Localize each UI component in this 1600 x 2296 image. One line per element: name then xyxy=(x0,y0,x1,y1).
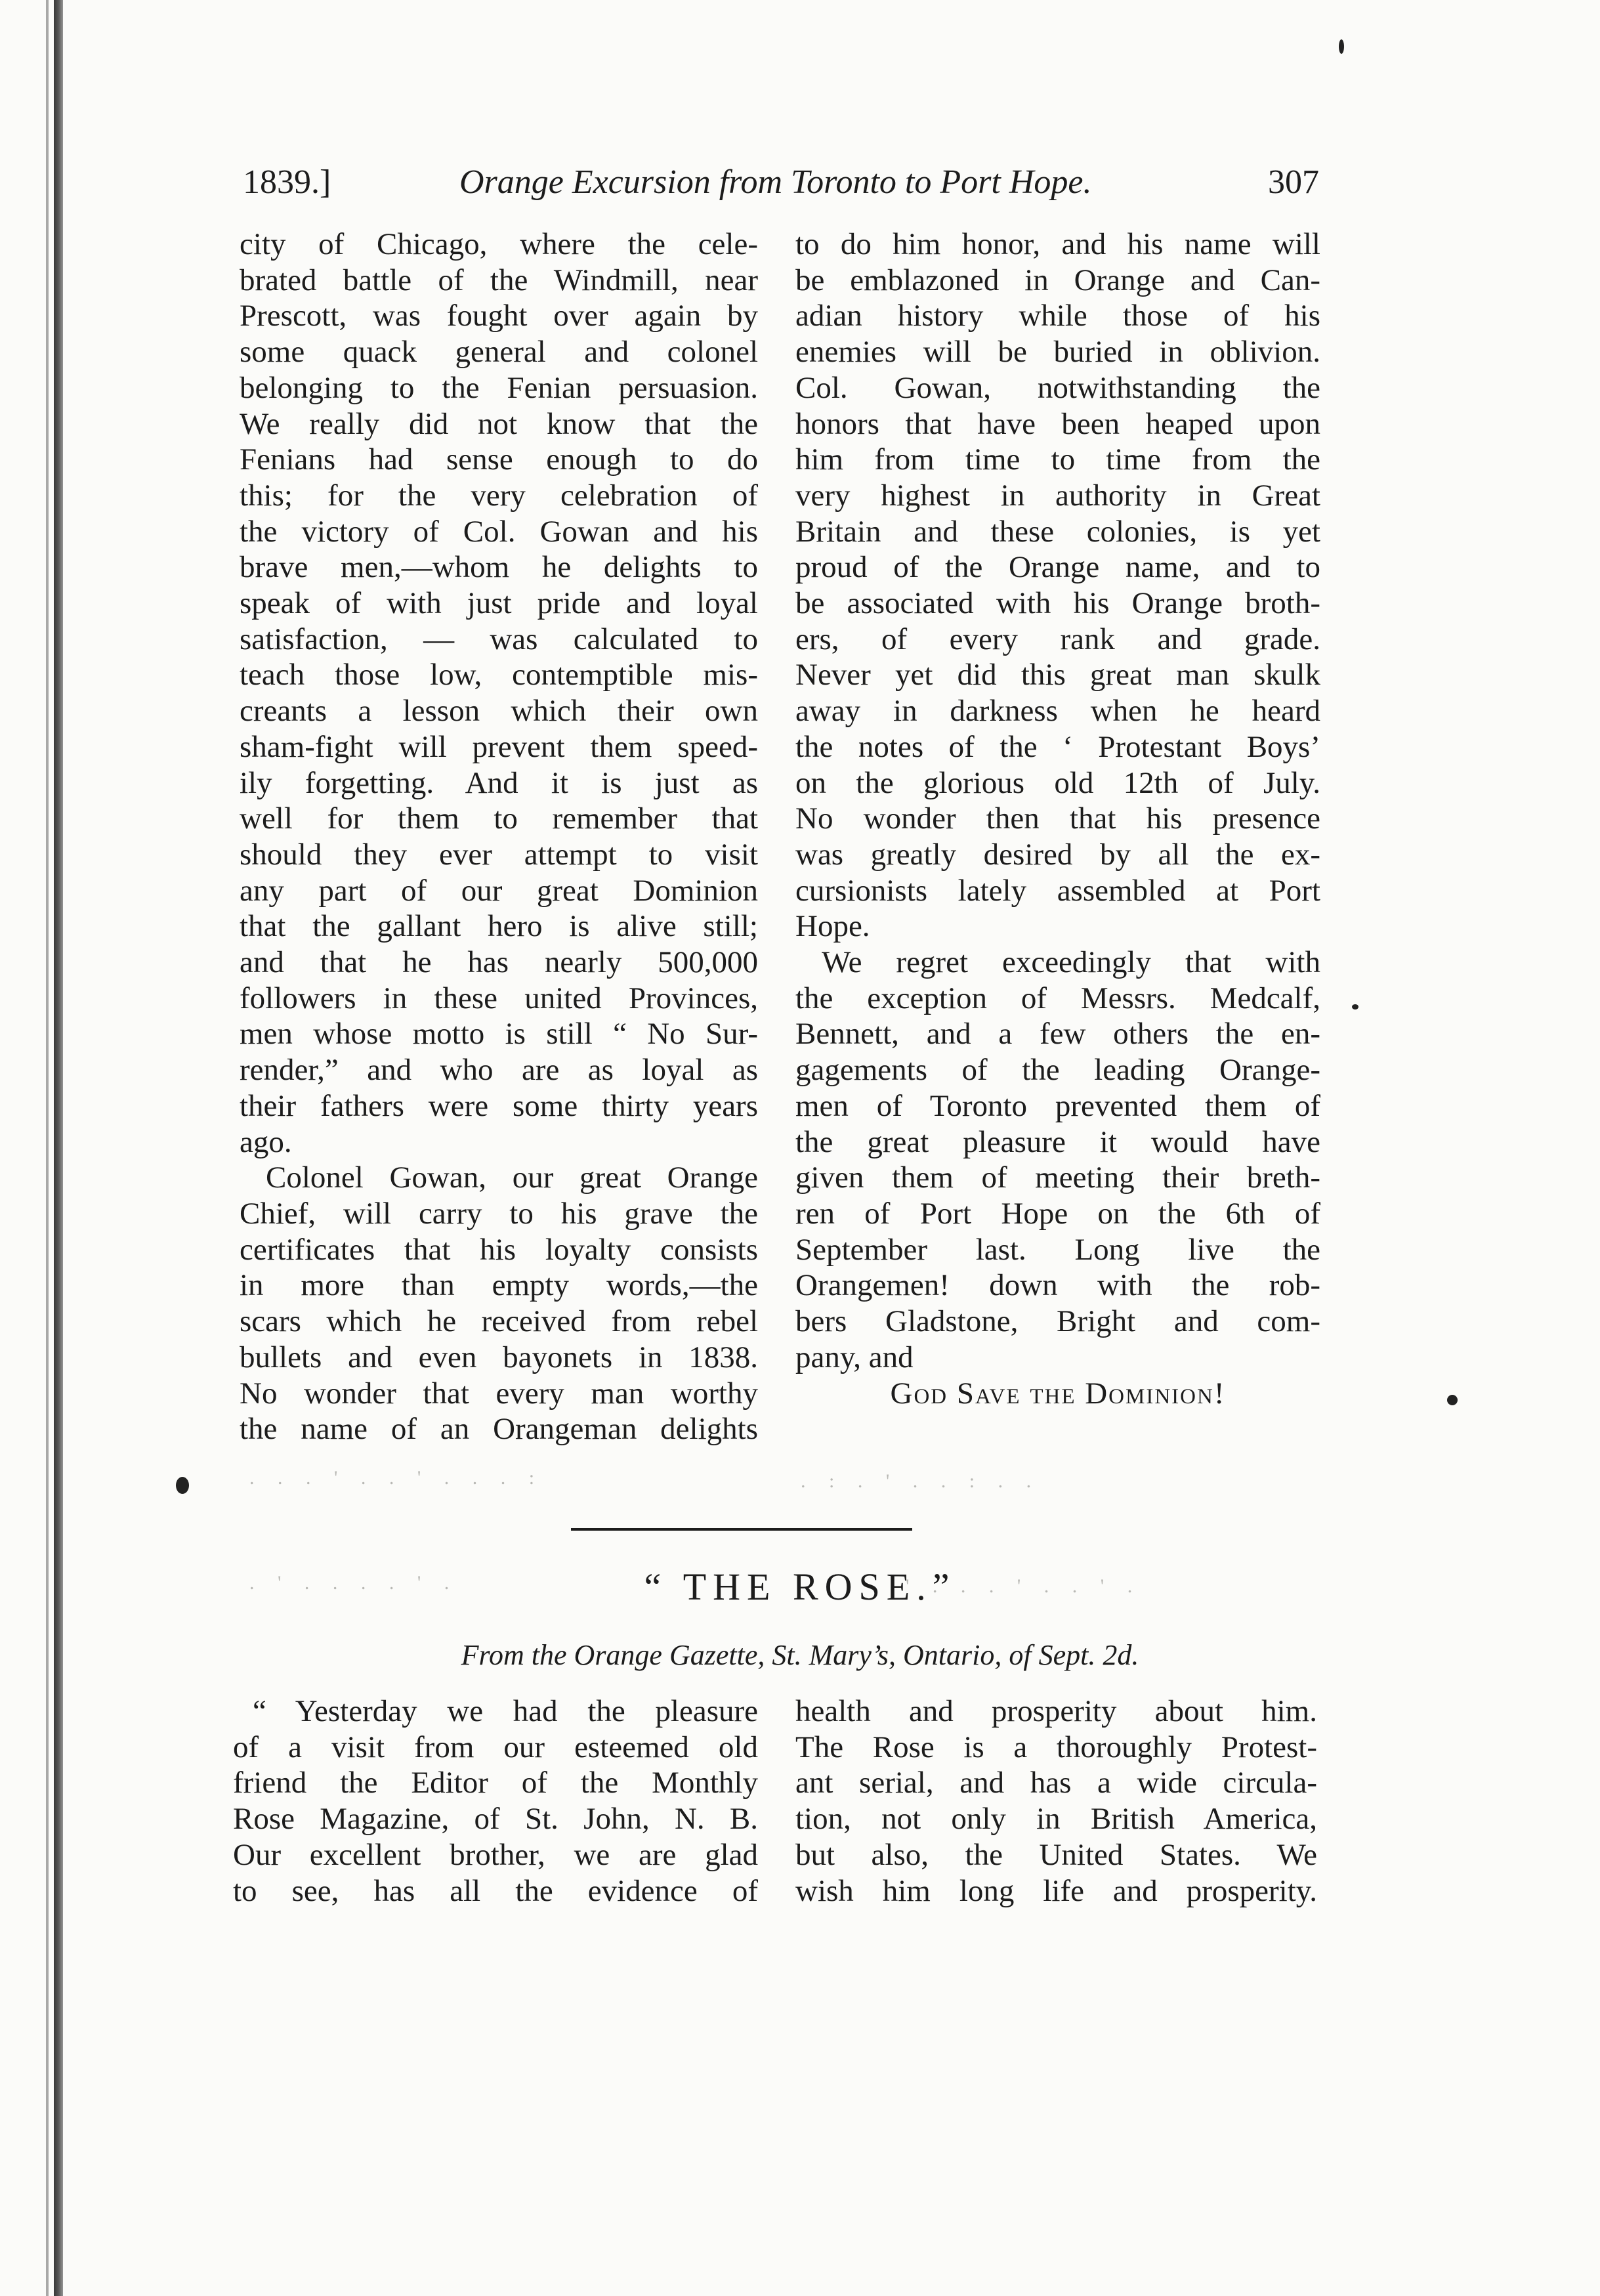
text-line: should they ever attempt to visit xyxy=(240,837,758,872)
text-line: to see, has all the evidence of xyxy=(233,1873,758,1908)
show-through-text: . : . ' . . : . . xyxy=(801,1470,1041,1492)
text-line: Colonel Gowan, our great Orange xyxy=(266,1160,758,1195)
text-line: Britain and these colonies, is yet xyxy=(795,514,1320,549)
header-year: 1839.] xyxy=(243,163,331,201)
text-line: We really did not know that the xyxy=(240,406,758,441)
text-line: be emblazoned in Orange and Can- xyxy=(795,263,1320,297)
page-binding-edge xyxy=(54,0,63,2296)
article1-right-column xyxy=(795,226,1320,1411)
text-line: wish him long life and prosperity. xyxy=(795,1873,1317,1908)
text-line: render,” and who are as loyal as xyxy=(240,1053,758,1088)
text-line: teach those low, contemptible mis- xyxy=(240,658,758,692)
text-line: Rose Magazine, of St. John, N. B. xyxy=(233,1802,758,1837)
text-line: September last. Long live the xyxy=(795,1232,1320,1267)
text-line: but also, the United States. We xyxy=(795,1837,1317,1872)
article2-title: “ THE ROSE.” xyxy=(644,1565,956,1608)
text-line: enemies will be buried in oblivion. xyxy=(795,335,1320,370)
text-line: any part of our great Dominion xyxy=(240,873,758,908)
text-line: “ Yesterday we had the pleasure xyxy=(253,1694,758,1728)
text-line: some quack general and colonel xyxy=(240,335,758,370)
section-divider xyxy=(571,1528,912,1531)
header-page-number: 307 xyxy=(1268,163,1319,201)
show-through-text: . . . ' . . ' . . . : xyxy=(249,1467,544,1489)
text-line: ant serial, and has a wide circula- xyxy=(795,1766,1317,1800)
text-line: We regret exceedingly that with xyxy=(822,945,1320,980)
text-line: friend the Editor of the Monthly xyxy=(233,1766,758,1800)
text-line: him from time to time from the xyxy=(795,442,1320,477)
text-line: health and prosperity about him. xyxy=(795,1694,1317,1728)
text-line: Chief, will carry to his grave the xyxy=(240,1196,758,1231)
text-line: scars which he received from rebel xyxy=(240,1304,758,1339)
binding-shadow xyxy=(46,0,49,2296)
text-line: proud of the Orange name, and to xyxy=(795,550,1320,585)
text-line: Our excellent brother, we are glad xyxy=(233,1837,758,1872)
text-line: men of Toronto prevented them of xyxy=(795,1088,1320,1123)
scan-speck xyxy=(1447,1395,1458,1405)
text-line: ers, of every rank and grade. xyxy=(795,622,1320,656)
text-line: followers in these united Provinces, xyxy=(240,981,758,1015)
text-line: bullets and even bayonets in 1838. xyxy=(240,1340,758,1374)
text-line: ago. xyxy=(240,1124,292,1159)
text-line: brated battle of the Windmill, near xyxy=(240,263,758,297)
text-line: be associated with his Orange broth- xyxy=(795,586,1320,621)
text-line: ren of Port Hope on the 6th of xyxy=(795,1196,1320,1231)
text-line: their fathers were some thirty years xyxy=(240,1088,758,1123)
text-line: tion, not only in British America, xyxy=(795,1802,1317,1837)
text-line: to do him honor, and his name will xyxy=(795,227,1320,261)
text-line: of a visit from our esteemed old xyxy=(233,1730,758,1764)
text-line: very highest in authority in Great xyxy=(795,478,1320,513)
text-line: the name of an Orangeman delights xyxy=(240,1412,758,1447)
article2-left-column xyxy=(233,1693,758,1909)
text-line: men whose motto is still “ No Sur- xyxy=(240,1017,758,1052)
text-line: gagements of the leading Orange- xyxy=(795,1053,1320,1088)
text-line: Bennett, and a few others the en- xyxy=(795,1017,1320,1052)
text-line: No wonder that every man worthy xyxy=(240,1376,758,1411)
text-line: bers Gladstone, Bright and com- xyxy=(795,1304,1320,1339)
text-line: and that he has nearly 500,000 xyxy=(240,945,758,980)
text-line: Orangemen! down with the rob- xyxy=(795,1268,1320,1303)
text-line: the exception of Messrs. Medcalf, xyxy=(795,981,1320,1015)
text-line: that the gallant hero is alive still; xyxy=(240,909,758,944)
text-line: the great pleasure it would have xyxy=(795,1124,1320,1159)
text-line: away in darkness when he heard xyxy=(795,694,1320,729)
text-line: No wonder then that his presence xyxy=(795,801,1320,836)
scan-speck xyxy=(1339,39,1344,54)
scan-speck xyxy=(1352,1004,1358,1010)
text-line: the notes of the ‘ Protestant Boys’ xyxy=(795,729,1320,764)
text-line: adian history while those of his xyxy=(795,299,1320,333)
article1-left-column xyxy=(240,226,758,1447)
article2-source: From the Orange Gazette, St. Mary’s, Ontario, of Sept. 2d. xyxy=(461,1639,1139,1671)
text-line: honors that have been heaped upon xyxy=(795,406,1320,441)
text-line: this; for the very celebration of xyxy=(240,478,758,513)
running-header xyxy=(243,156,1319,209)
text-line: cursionists lately assembled at Port xyxy=(795,873,1320,908)
text-line: well for them to remember that xyxy=(240,801,758,836)
header-running-title: Orange Excursion from Toronto to Port Hope. xyxy=(459,163,1092,201)
text-line: creants a lesson which their own xyxy=(240,694,758,729)
show-through-text: ' . . . ' . . ' . xyxy=(906,1575,1142,1597)
text-line: satisfaction, — was calculated to xyxy=(240,622,758,656)
text-line: Fenians had sense enough to do xyxy=(240,442,758,477)
text-line: Prescott, was fought over again by xyxy=(240,299,758,333)
text-line: Hope. xyxy=(795,909,870,944)
text-line: pany, and xyxy=(795,1340,914,1374)
scan-speck xyxy=(176,1477,189,1494)
text-line: ily forgetting. And it is just as xyxy=(240,765,758,800)
text-line: belonging to the Fenian persuasion. xyxy=(240,370,758,405)
text-line: city of Chicago, where the cele- xyxy=(240,227,758,261)
article2-right-column xyxy=(795,1693,1317,1909)
text-line: Never yet did this great man skulk xyxy=(795,658,1320,692)
text-line: speak of with just pride and loyal xyxy=(240,586,758,621)
text-line: The Rose is a thoroughly Protest- xyxy=(795,1730,1317,1764)
text-line: certificates that his loyalty consists xyxy=(240,1232,758,1267)
text-line: was greatly desired by all the ex- xyxy=(795,837,1320,872)
text-line: in more than empty words,—the xyxy=(240,1268,758,1303)
text-line: Col. Gowan, notwithstanding the xyxy=(795,370,1320,405)
text-line: the victory of Col. Gowan and his xyxy=(240,514,758,549)
text-line: sham-fight will prevent them speed- xyxy=(240,729,758,764)
text-line: on the glorious old 12th of July. xyxy=(795,765,1320,800)
text-line: given them of meeting their breth- xyxy=(795,1160,1320,1195)
text-line: brave men,—whom he delights to xyxy=(240,550,758,585)
show-through-text: . ' . . . . ' . xyxy=(249,1572,459,1594)
closing-motto: God Save the Dominion! xyxy=(890,1376,1226,1411)
